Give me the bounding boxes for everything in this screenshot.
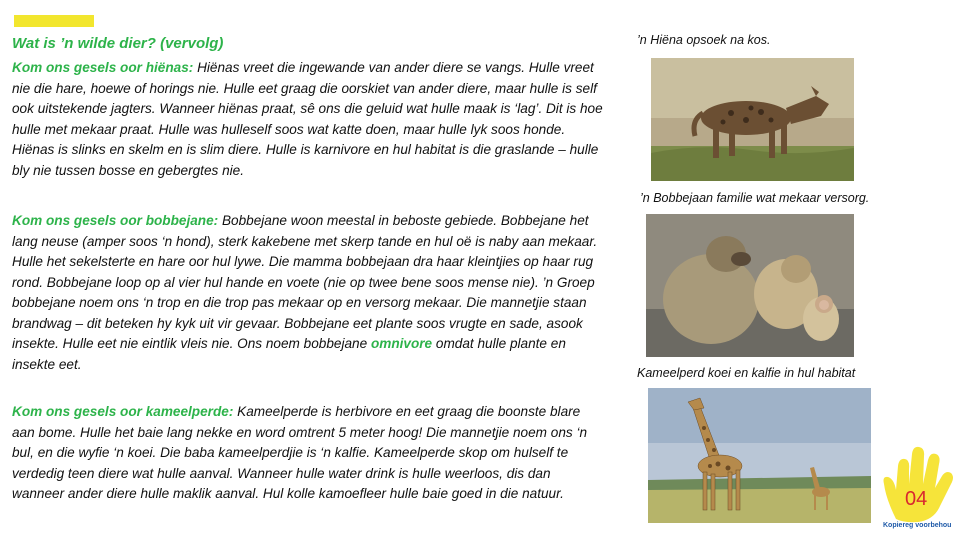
baboon-photo: [646, 214, 854, 357]
baboon-text-end: omdat hulle plante en insekte eet.: [12, 336, 566, 372]
baboon-heading: Kom ons gesels oor bobbejane:: [12, 213, 219, 228]
giraffe-paragraph: [12, 402, 604, 505]
giraffe-caption: Kameelperd koei en kalfie in hul habitat: [637, 366, 856, 380]
giraffe-photo: [648, 388, 871, 523]
baboon-caption: ’n Bobbejaan familie wat mekaar versorg.: [640, 191, 870, 205]
badge-number: 04: [905, 488, 928, 510]
baboon-text: Bobbejane woon meestal in beboste gebiede. Bobbejane het lang neuse (amper soos ‘n hond), sterk kakebene met skerp tande en hul oë is naby aan mekaar. Hulle het sekelsterte en hare oor hul lywe. Die mamma bobbejaan dra haar kleintjies op haar rug rond. Bobbejane loop op al vier hul hande en voete (nie op twee bene soos mense nie). ’n Groep bobbejane noem ons ‘n trop en die trop pas mekaar op en versorg mekaar. Die mannetjie staan brandwag – dit beteken hy kyk uit vir gevaar. Bobbejane eet plante soos vrugte en sade, asook insekte. Hulle eet nie eintlik vleis nie. Ons noem bobbejane: [12, 213, 598, 351]
baboon-paragraph: [12, 211, 604, 375]
omnivore-highlight: omnivore: [370, 336, 433, 351]
hyena-text: Hiënas vreet die ingewande van ander diere se vangs. Hulle vreet nie die hare, hoewe of horings nie. Hulle eet graag die oorskiet van ander diere, maar hulle is self ook uitstekende jagters. Wanneer hiënas praat, sê ons die geluid wat hulle maak is ‘lag’. Dit is hoe hulle met mekaar praat. Hulle was hulleself soos wat katte doen, maar hulle lyk soos honde. Hiënas is slinks en skelm en is slim diere. Hulle is karnivore en hul habitat is die graslande – hulle bly nie tussen bosse en gebergtes nie.: [12, 60, 603, 178]
giraffe-heading: Kom ons gesels oor kameelperde:: [12, 404, 234, 419]
hyena-photo: [651, 58, 854, 181]
hyena-paragraph: [12, 58, 604, 181]
copyright-text: Kopiereg voorbehou: [883, 522, 952, 529]
hyena-caption: ’n Hiëna opsoek na kos.: [637, 33, 771, 47]
page-title: Wat is ’n wilde dier? (vervolg): [12, 35, 224, 52]
yellow-hand-badge: [878, 444, 960, 524]
hyena-heading: Kom ons gesels oor hiënas:: [12, 60, 194, 75]
giraffe-text: Kameelperde is herbivore en eet graag die boonste blare aan bome. Hulle het baie lang nekke en word omtrent 5 meter hoog! Die mannetjie noem ons ‘n bul, en die wyfie ‘n koei. Die baba kameelperdjie is ‘n kalfie. Kameelperde skop om hulself te verdedig teen diere wat hulle aanval. Wanneer hulle water drink is hulle weerloos, dis dan wanneer ander diere hulle maklik aanval. Hul kolle kamoefleer hulle baie goed in die natuur.: [12, 404, 588, 501]
yellow-accent-bar: [14, 15, 94, 27]
